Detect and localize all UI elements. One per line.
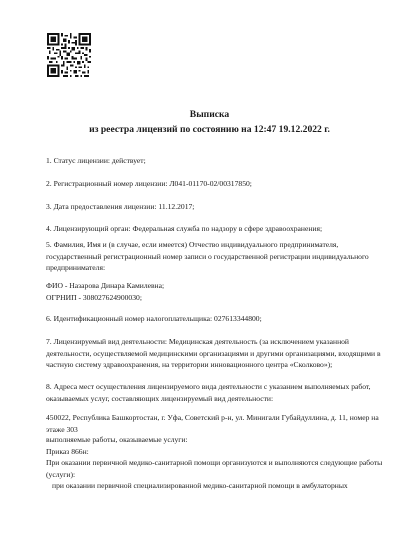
document-subtitle: из реестра лицензий по состоянию на 12:47 19.12.2022 г. [89,124,330,135]
entrepreneur-full-name: ФИО - Назарова Динара Камилевна; [46,281,165,290]
specialized-care-line: при оказании первичной специализированной медико-санитарной помощи в амбулаторных [52,481,348,490]
licensing-authority: 4. Лицензирующий орган: Федеральная служба по надзору в сфере здравоохранения; [46,224,323,233]
licensed-activity: 7. Лицензируемый вид деятельности: Медицинская деятельность (за исключением указанной деятельности, осуществляемой медицинскими организациями и другими организациями, входящими в частную систему здравоохранения, на территории инновационного центра «Сколково»); [46,337,381,369]
order-reference: Приказ 866н: [46,447,89,456]
works-services-label: выполняемые работы, оказываемые услуги: [46,435,188,444]
license-issue-date: 3. Дата предоставления лицензии: 11.12.2017; [46,202,195,211]
taxpayer-id: 6. Идентификационный номер налогоплательщика: 027613344800; [46,314,262,323]
license-registration-number: 2. Регистрационный номер лицензии: Л041-01170-02/00317850; [46,179,252,188]
primary-care-works-intro: При оказании первичной медико-санитарной помощи организуются и выполняются следующие работы (услуги): [46,458,383,479]
document-title: Выписка [189,109,230,120]
activity-address: 450022, Республика Башкортостан, г. Уфа, Советский р-н, ул. Минигали Губайдуллина, д. 11, номер на этаже 303 [46,413,379,434]
activity-addresses-heading: 8. Адреса мест осуществления лицензируемого вида деятельности с указанием выполняемых работ, оказываемых услуг, составляющих лицензируемый вид деятельности: [46,382,371,403]
entrepreneur-ogrnip: ОГРНИП - 308027624900030; [46,293,142,302]
license-status: 1. Статус лицензии: действует; [46,156,146,165]
qr-code-icon [47,33,91,77]
entrepreneur-info-heading: 5. Фамилия, Имя и (в случае, если имеется) Отчество индивидуального предпринимателя, государственный регистрационный номер записи о государственной регистрации индивидуального предпринимателя: [46,240,369,272]
